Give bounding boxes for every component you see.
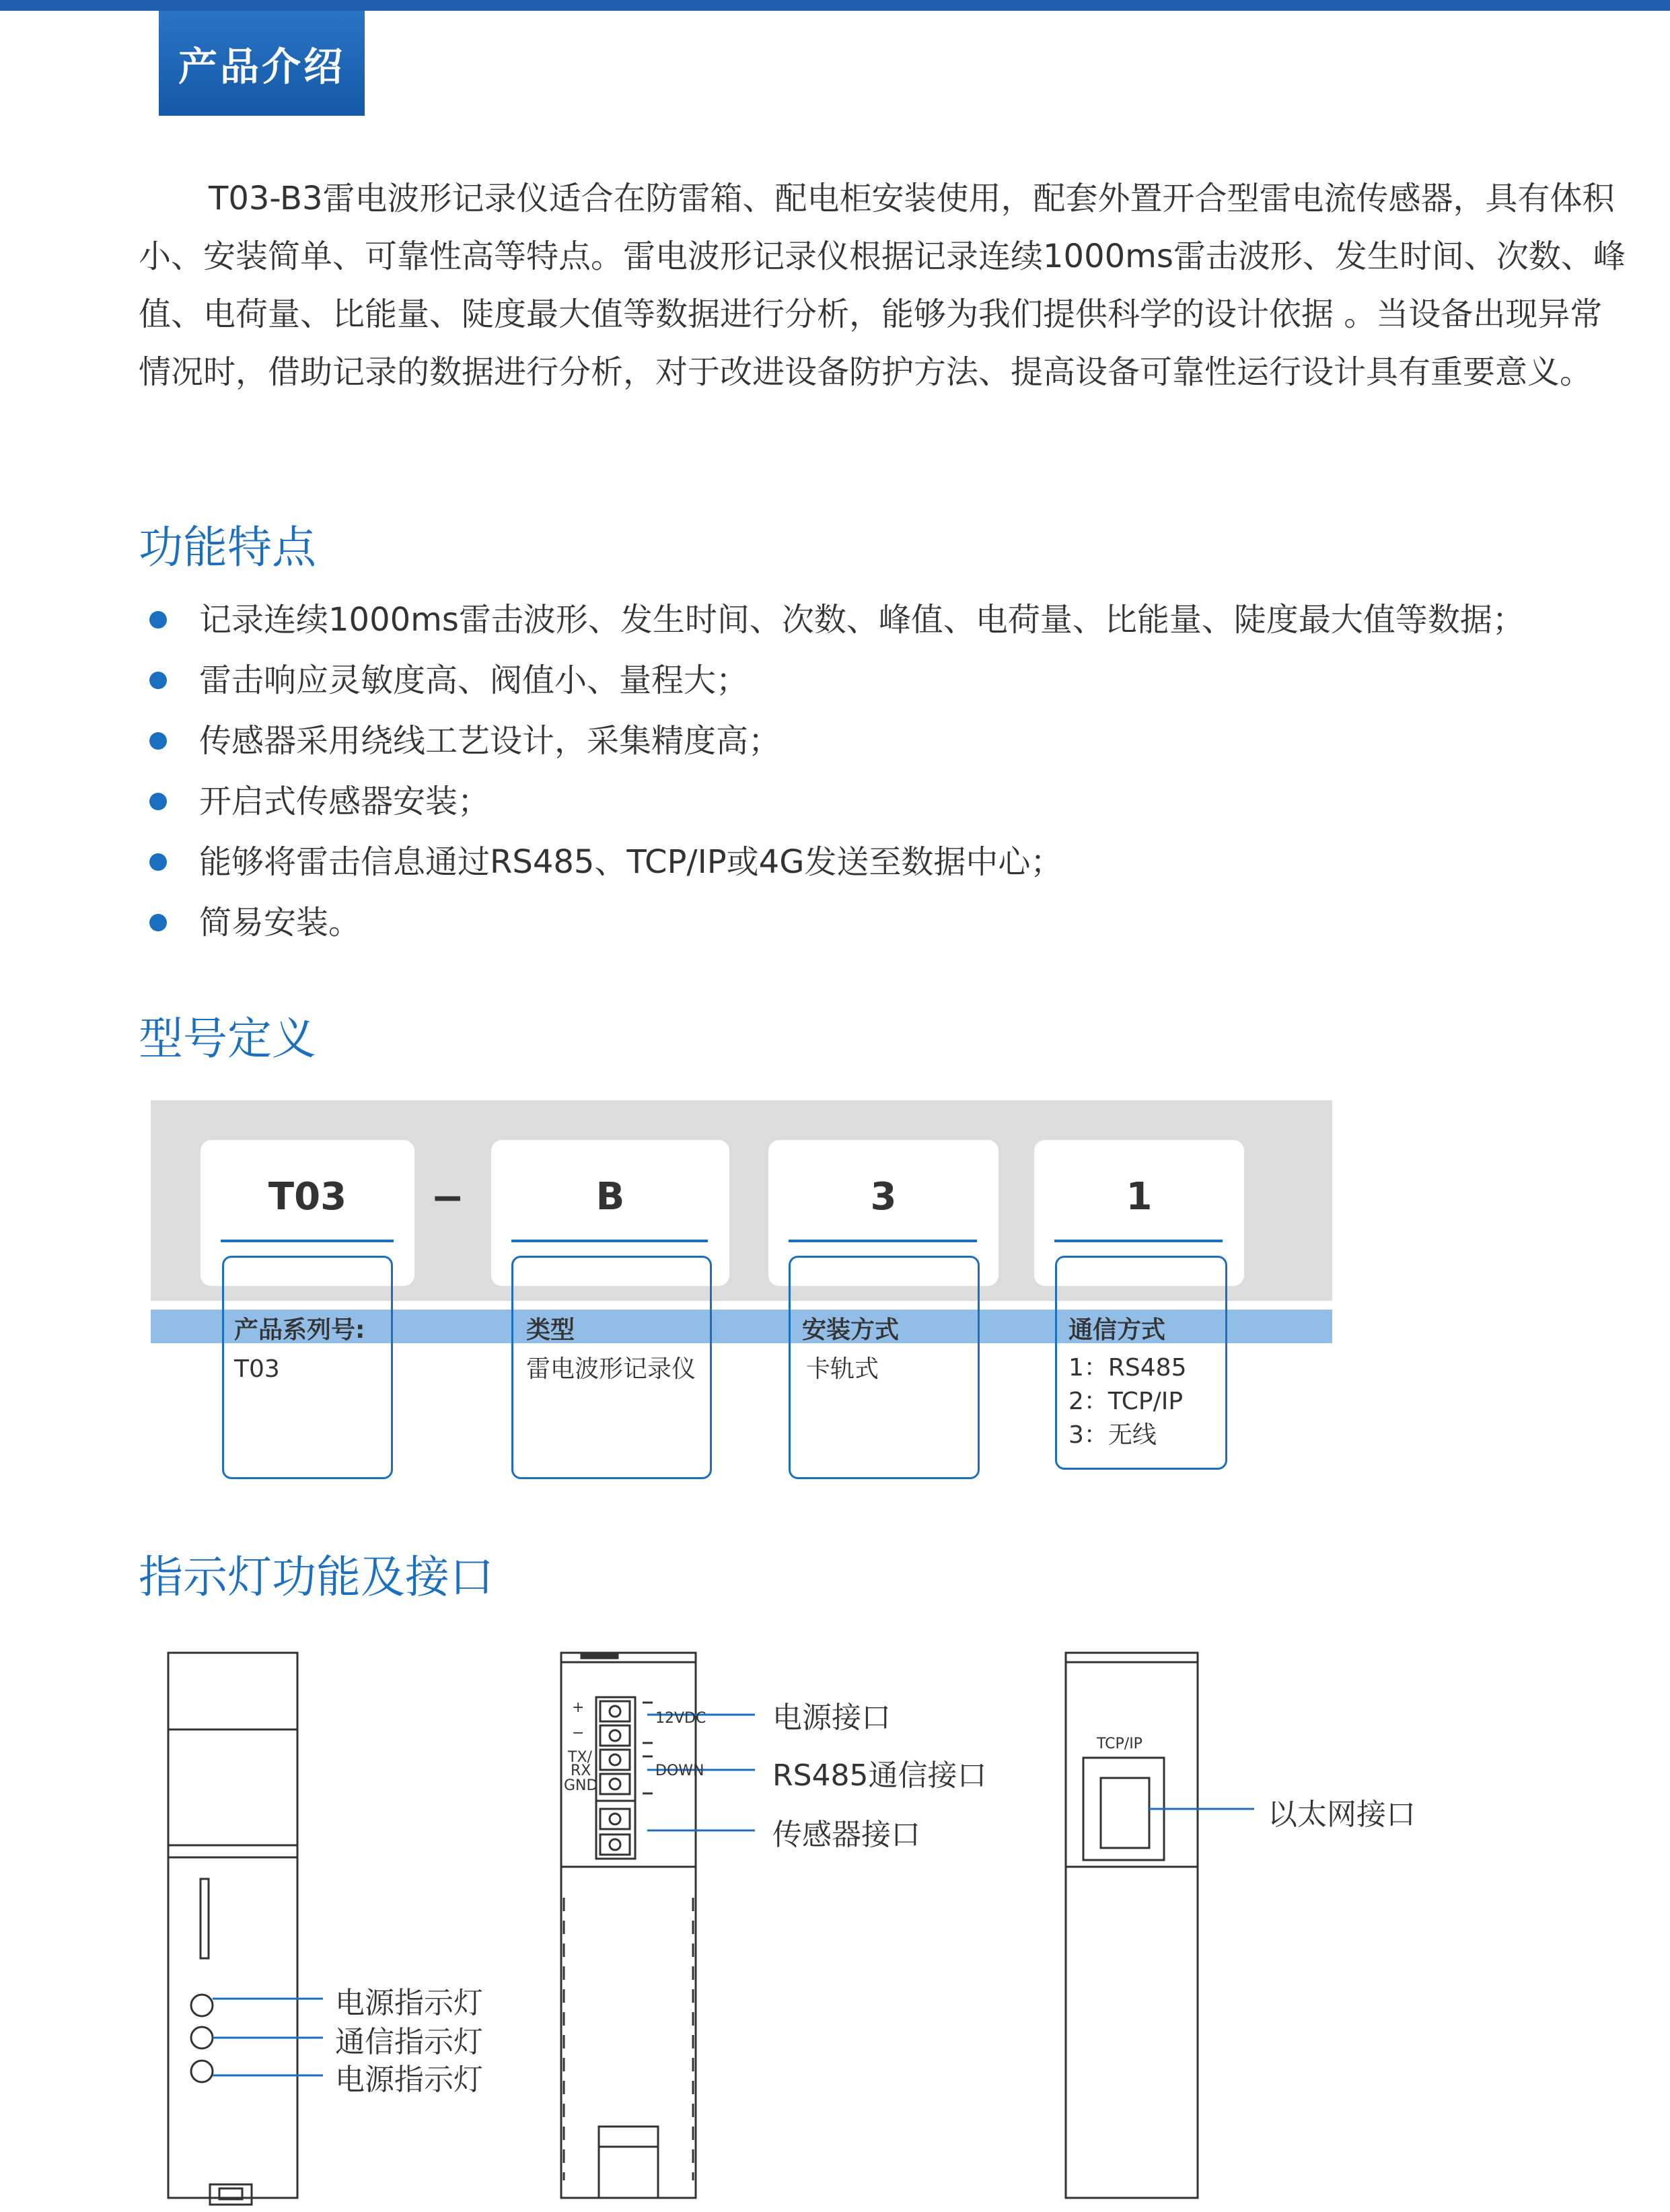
top-rule <box>0 0 1670 11</box>
field-title-type: 类型 <box>526 1316 575 1344</box>
list-item: 简易安装。 <box>139 892 1659 953</box>
code-underline <box>511 1240 708 1242</box>
field-value: 3：无线 <box>1068 1421 1157 1449</box>
field-title-comm: 通信方式 <box>1068 1316 1166 1344</box>
label-rs485-port: RS485通信接口 <box>772 1758 987 1793</box>
label-power-port: 电源接口 <box>772 1701 891 1735</box>
tcpip-port-label: TCP/IP <box>1097 1736 1142 1752</box>
bullet-icon <box>149 914 167 931</box>
label-comm-indicator: 通信指示灯 <box>335 2025 483 2059</box>
field-title-install: 安装方式 <box>802 1316 900 1344</box>
bullet-icon <box>149 672 167 689</box>
bullet-icon <box>149 793 167 810</box>
features-title: 功能特点 <box>139 522 316 573</box>
model-title: 型号定义 <box>139 1013 316 1065</box>
label-power-indicator-2: 电源指示灯 <box>335 2063 483 2097</box>
device-front-view <box>168 1653 297 2205</box>
features-list <box>139 590 1659 953</box>
intro-paragraph: T03-B3雷电波形记录仪适合在防雷箱、配电柜安装使用，配套外置开合型雷电流传感器，具有体积小、安装简单、可靠性高等特点。雷电波形记录仪根据记录连续1000ms雷击波形、发生时间、次数、峰值、电荷量、比能量、陡度最大值等数据进行分析，能够为我们提供科学的设计依据 。当设备出现异常情况时，借助记录的数据进行分析，对于改进设备防护方法、提高设备可靠性运行设计具有重要意义。 <box>139 180 1626 391</box>
field-value: T03 <box>234 1355 280 1383</box>
field-value: 1：RS485 <box>1068 1354 1187 1382</box>
txrx-mark: TX/ <box>568 1749 592 1766</box>
list-item: 能够将雷击信息通过RS485、TCP/IP或4G发送至数据中心； <box>139 832 1659 892</box>
field-value: 卡轨式 <box>806 1355 879 1383</box>
list-item: 雷击响应灵敏度高、阀值小、量程大； <box>139 650 1659 711</box>
section-tab-product-intro: 产品介绍 <box>159 11 365 116</box>
plus-mark: + <box>572 1699 585 1716</box>
code-underline <box>1054 1240 1223 1242</box>
code-separator: − <box>431 1174 465 1221</box>
label-ethernet-port: 以太网接口 <box>1268 1797 1416 1832</box>
code-card-comm: 1 <box>1034 1140 1244 1286</box>
field-title-series: 产品系列号: <box>234 1316 365 1344</box>
rx-mark: RX <box>571 1762 591 1779</box>
list-item: 开启式传感器安装； <box>139 771 1659 832</box>
field-value: 2：TCP/IP <box>1068 1388 1184 1415</box>
bullet-icon <box>149 611 167 629</box>
v12-mark: 12VDC <box>655 1710 706 1727</box>
field-value: 雷电波形记录仪 <box>526 1355 696 1383</box>
minus-mark: − <box>572 1725 585 1742</box>
label-sensor-port: 传感器接口 <box>772 1818 920 1852</box>
list-item: 记录连续1000ms雷击波形、发生时间、次数、峰值、电荷量、比能量、陡度最大值等数据； <box>139 590 1659 650</box>
code-underline <box>789 1240 977 1242</box>
bullet-icon <box>149 732 167 750</box>
bullet-icon <box>149 853 167 871</box>
gnd-mark: GND <box>564 1777 598 1794</box>
label-power-indicator: 电源指示灯 <box>335 1986 483 2020</box>
indicators-title: 指示灯功能及接口 <box>139 1551 494 1603</box>
code-card-install: 3 <box>768 1140 999 1286</box>
down-mark: DOWN <box>655 1762 704 1779</box>
device-side-view <box>1066 1653 1198 2198</box>
code-underline <box>221 1240 394 1242</box>
list-item: 传感器采用绕线工艺设计，采集精度高； <box>139 711 1659 771</box>
code-card-type: B <box>491 1140 729 1286</box>
code-card-series: T03 <box>201 1140 414 1286</box>
